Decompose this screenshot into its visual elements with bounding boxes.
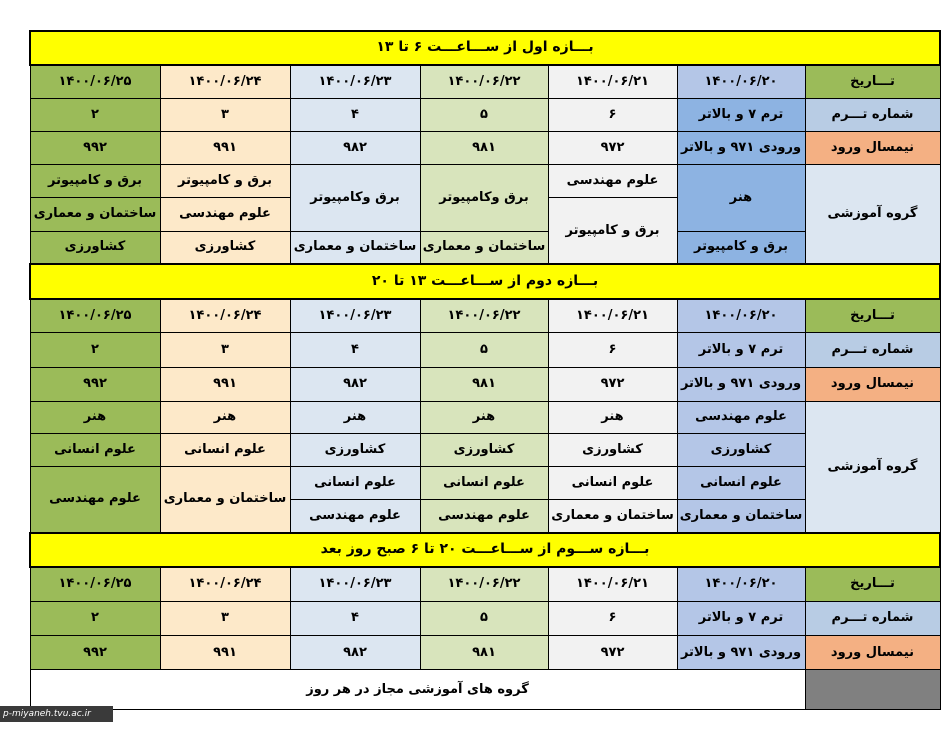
group-cell: ساختمان و معماری — [290, 231, 420, 264]
term-cell: ۲ — [30, 333, 160, 367]
date-cell: ۱۴۰۰/۰۶/۲۴ — [160, 299, 290, 333]
entry-cell: ورودی ۹۷۱ و بالاتر — [677, 132, 805, 165]
entry-cell: ۹۷۲ — [548, 132, 677, 165]
group-cell: علوم مهندسی — [290, 500, 420, 533]
group-cell: کشاورزی — [420, 433, 548, 466]
group-cell: علوم انسانی — [548, 467, 677, 500]
schedule-table — [29, 30, 941, 710]
entry-cell: ۹۸۲ — [290, 636, 420, 670]
group-cell: علوم انسانی — [290, 467, 420, 500]
group-cell: علوم انسانی — [160, 433, 290, 466]
group-cell: ساختمان و معماری — [30, 198, 160, 231]
group-cell: علوم مهندسی — [677, 401, 805, 433]
group-cell: برق وکامپیوتر — [420, 165, 548, 231]
group-cell: ساختمان و معماری — [548, 500, 677, 533]
term-cell: ۵ — [420, 333, 548, 367]
date-cell: ۱۴۰۰/۰۶/۲۴ — [160, 65, 290, 98]
label-date: تـــاریخ — [805, 65, 940, 98]
group-cell: هنر — [290, 401, 420, 433]
date-cell: ۱۴۰۰/۰۶/۲۳ — [290, 567, 420, 601]
date-cell: ۱۴۰۰/۰۶/۲۰ — [677, 567, 805, 601]
group-cell: علوم انسانی — [30, 433, 160, 466]
group-cell: علوم مهندسی — [420, 500, 548, 533]
date-cell: ۱۴۰۰/۰۶/۲۱ — [548, 299, 677, 333]
term-cell: ۶ — [548, 333, 677, 367]
term-cell: ۲ — [30, 98, 160, 131]
date-cell: ۱۴۰۰/۰۶/۲۰ — [677, 299, 805, 333]
term-cell: ۴ — [290, 601, 420, 635]
entry-cell: ۹۷۲ — [548, 636, 677, 670]
entry-cell: ۹۹۱ — [160, 636, 290, 670]
entry-cell: ۹۸۱ — [420, 132, 548, 165]
group-cell: ساختمان و معماری — [677, 500, 805, 533]
term-cell: ترم ۷ و بالاتر — [677, 601, 805, 635]
term-cell: ۴ — [290, 98, 420, 131]
entry-cell: ۹۸۱ — [420, 636, 548, 670]
label-entry: نیمسال ورود — [805, 636, 940, 670]
date-cell: ۱۴۰۰/۰۶/۲۰ — [677, 65, 805, 98]
group-cell: هنر — [160, 401, 290, 433]
group-cell: کشاورزی — [677, 433, 805, 466]
group-cell: هنر — [677, 165, 805, 231]
term-cell: ۳ — [160, 333, 290, 367]
date-cell: ۱۴۰۰/۰۶/۲۳ — [290, 299, 420, 333]
date-cell: ۱۴۰۰/۰۶/۲۵ — [30, 65, 160, 98]
group-cell: هنر — [548, 401, 677, 433]
label-term: شماره تـــرم — [805, 98, 940, 131]
entry-cell: ۹۷۲ — [548, 367, 677, 401]
section-2-title: بـــازه دوم از ســـاعـــت ۱۳ تا ۲۰ — [30, 264, 940, 298]
date-cell: ۱۴۰۰/۰۶/۲۱ — [548, 65, 677, 98]
group-cell: کشاورزی — [160, 231, 290, 264]
date-cell: ۱۴۰۰/۰۶/۲۴ — [160, 567, 290, 601]
term-cell: ۵ — [420, 98, 548, 131]
group-cell: کشاورزی — [548, 433, 677, 466]
entry-cell: ۹۹۲ — [30, 367, 160, 401]
group-cell: برق و کامپیوتر — [30, 165, 160, 198]
watermark: p-miyaneh.tvu.ac.ir — [0, 706, 113, 722]
date-cell: ۱۴۰۰/۰۶/۲۵ — [30, 567, 160, 601]
entry-cell: ۹۸۲ — [290, 132, 420, 165]
entry-cell: ورودی ۹۷۱ و بالاتر — [677, 367, 805, 401]
group-cell: کشاورزی — [290, 433, 420, 466]
group-cell: برق و کامپیوتر — [548, 198, 677, 264]
group-cell: کشاورزی — [30, 231, 160, 264]
group-cell: هنر — [30, 401, 160, 433]
entry-cell: ۹۹۱ — [160, 132, 290, 165]
label-group: گروه آموزشی — [805, 401, 940, 533]
entry-cell: ۹۸۱ — [420, 367, 548, 401]
term-cell: ۶ — [548, 601, 677, 635]
date-cell: ۱۴۰۰/۰۶/۲۱ — [548, 567, 677, 601]
term-cell: ۴ — [290, 333, 420, 367]
term-cell: ترم ۷ و بالاتر — [677, 98, 805, 131]
group-cell: برق و کامپیوتر — [160, 165, 290, 198]
group-cell: علوم انسانی — [420, 467, 548, 500]
label-group: گروه آموزشی — [805, 165, 940, 265]
label-term: شماره تـــرم — [805, 601, 940, 635]
group-cell: علوم انسانی — [677, 467, 805, 500]
footer-gray-cell — [805, 670, 940, 710]
group-cell: هنر — [420, 401, 548, 433]
group-cell: برق و کامپیوتر — [677, 231, 805, 264]
term-cell: ۳ — [160, 601, 290, 635]
group-cell: علوم مهندسی — [548, 165, 677, 198]
entry-cell: ۹۸۲ — [290, 367, 420, 401]
entry-cell: ۹۹۱ — [160, 367, 290, 401]
term-cell: ۲ — [30, 601, 160, 635]
group-cell: ساختمان و معماری — [160, 467, 290, 533]
label-entry: نیمسال ورود — [805, 132, 940, 165]
section-3-title: بـــازه ســـوم از ســـاعـــت ۲۰ تا ۶ صبح روز بعد — [30, 533, 940, 567]
section-1-title: بـــازه اول از ســـاعـــت ۶ تا ۱۳ — [30, 31, 940, 65]
date-cell: ۱۴۰۰/۰۶/۲۵ — [30, 299, 160, 333]
group-cell: علوم مهندسی — [160, 198, 290, 231]
entry-cell: ۹۹۲ — [30, 132, 160, 165]
term-cell: ۵ — [420, 601, 548, 635]
footer-note: گروه های آموزشی مجاز در هر روز — [30, 670, 805, 710]
date-cell: ۱۴۰۰/۰۶/۲۲ — [420, 65, 548, 98]
term-cell: ۳ — [160, 98, 290, 131]
group-cell: ساختمان و معماری — [420, 231, 548, 264]
term-cell: ۶ — [548, 98, 677, 131]
entry-cell: ورودی ۹۷۱ و بالاتر — [677, 636, 805, 670]
date-cell: ۱۴۰۰/۰۶/۲۲ — [420, 567, 548, 601]
label-entry: نیمسال ورود — [805, 367, 940, 401]
date-cell: ۱۴۰۰/۰۶/۲۲ — [420, 299, 548, 333]
label-date: تـــاریخ — [805, 299, 940, 333]
term-cell: ترم ۷ و بالاتر — [677, 333, 805, 367]
label-term: شماره تـــرم — [805, 333, 940, 367]
group-cell: علوم مهندسی — [30, 467, 160, 533]
entry-cell: ۹۹۲ — [30, 636, 160, 670]
group-cell: برق وکامپیوتر — [290, 165, 420, 231]
label-date: تـــاریخ — [805, 567, 940, 601]
date-cell: ۱۴۰۰/۰۶/۲۳ — [290, 65, 420, 98]
